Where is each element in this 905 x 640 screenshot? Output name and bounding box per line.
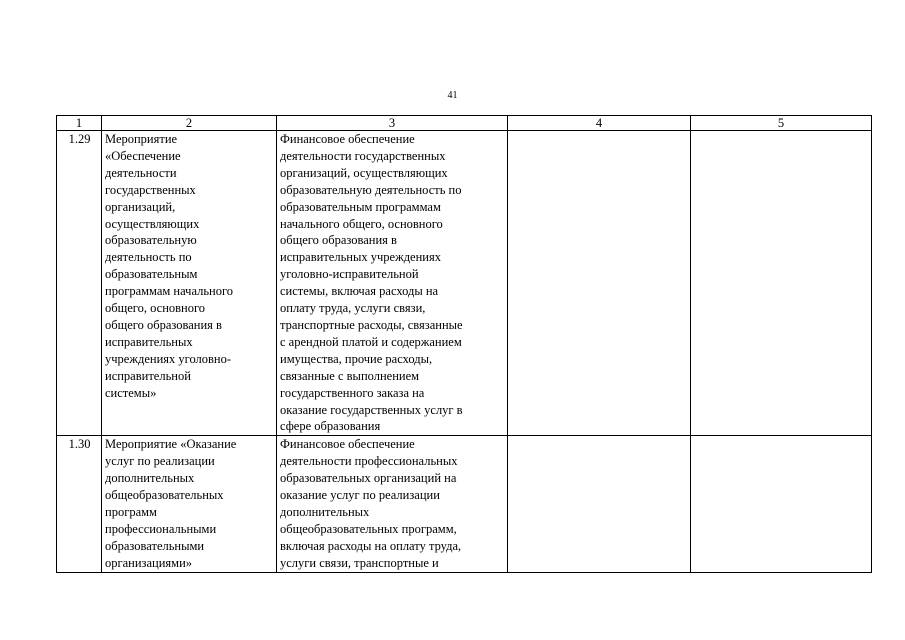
column-header-1: 1 bbox=[57, 116, 102, 131]
event-name-cell: Мероприятие «Оказание услуг по реализации дополнительных общеобразовательных программ профессиональными образовательными организациями» bbox=[102, 436, 277, 572]
column-header-2: 2 bbox=[102, 116, 277, 131]
event-name-cell: Мероприятие «Обеспечение деятельности государственных организаций, осуществляющих образовательную деятельность по образовательным программам начального общего, основного общего образования в исправительных учреждениях уголовно- исправительной системы» bbox=[102, 131, 277, 436]
event-description-cell: Финансовое обеспечение деятельности государственных организаций, осуществляющих образовательную деятельность по образовательным программам начального общего, основного общего образования в исправительных учреждениях уголовно-исправительной системы, включая расходы на оплату труда, услуги связи, транспортные расходы, связанные с арендной платой и содержанием имущества, прочие расходы, связанные с выполнением государственного заказа на оказание государственных услуг в сфере образования bbox=[277, 131, 508, 436]
column-4-cell bbox=[508, 131, 691, 436]
column-header-4: 4 bbox=[508, 116, 691, 131]
column-header-3: 3 bbox=[277, 116, 508, 131]
page-number: 41 bbox=[447, 90, 458, 101]
table-header-row bbox=[57, 116, 872, 131]
column-5-cell bbox=[691, 131, 872, 436]
row-number: 1.30 bbox=[57, 436, 102, 572]
row-number: 1.29 bbox=[57, 131, 102, 436]
event-description-cell: Финансовое обеспечение деятельности профессиональных образовательных организаций на оказание услуг по реализации дополнительных общеобразовательных программ, включая расходы на оплату труда, услуги связи, транспортные и bbox=[277, 436, 508, 572]
table-row bbox=[57, 436, 872, 572]
column-4-cell bbox=[508, 436, 691, 572]
column-5-cell bbox=[691, 436, 872, 572]
column-header-5: 5 bbox=[691, 116, 872, 131]
document-table bbox=[56, 115, 872, 573]
table-row bbox=[57, 131, 872, 436]
